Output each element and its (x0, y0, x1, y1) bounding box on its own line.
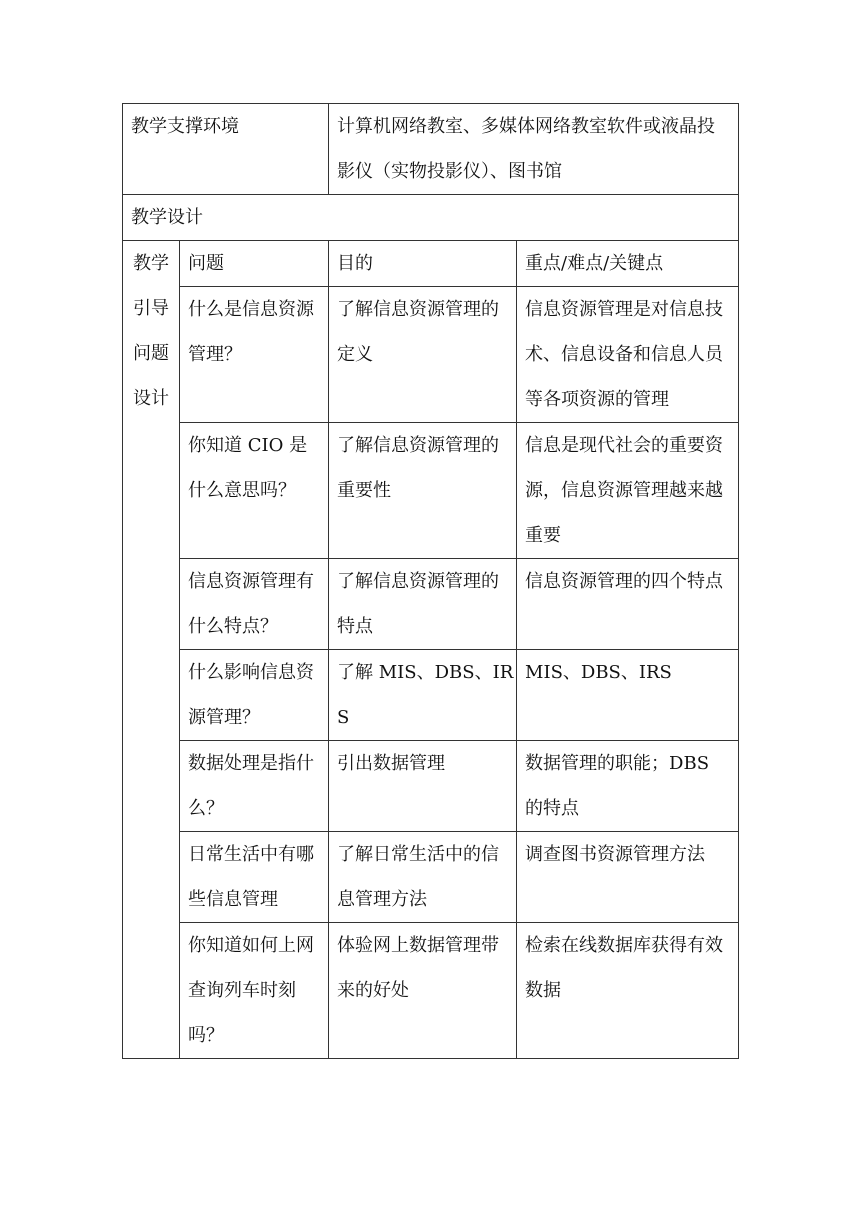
question-cell: 日常生活中有哪些信息管理 (180, 832, 329, 923)
keypoint-cell: 信息资源管理是对信息技术、信息设备和信息人员等各项资源的管理 (517, 287, 739, 423)
design-label: 教学设计 (123, 195, 739, 241)
guide-label-line: 设计 (133, 388, 169, 409)
question-cell: 什么是信息资源管理？ (180, 287, 329, 423)
question-cell: 你知道 CIO 是什么意思吗？ (180, 423, 329, 559)
keypoint-cell: 检索在线数据库获得有效数据 (517, 923, 739, 1059)
header-question: 问题 (180, 241, 329, 287)
design-row (123, 195, 739, 241)
keypoint-cell: 信息是现代社会的重要资源，信息资源管理越来越重要 (517, 423, 739, 559)
purpose-cell: 了解信息资源管理的重要性 (329, 423, 517, 559)
purpose-cell: 引出数据管理 (329, 741, 517, 832)
purpose-cell: 了解信息资源管理的特点 (329, 559, 517, 650)
table-row (123, 287, 739, 423)
question-cell: 什么影响信息资源管理？ (180, 650, 329, 741)
table-row (123, 559, 739, 650)
guide-label-line: 教学 (133, 253, 169, 274)
table-row (123, 423, 739, 559)
purpose-cell: 体验网上数据管理带来的好处 (329, 923, 517, 1059)
table-row (123, 923, 739, 1059)
env-row (123, 104, 739, 195)
keypoint-cell: 调查图书资源管理方法 (517, 832, 739, 923)
question-cell: 你知道如何上网查询列车时刻吗？ (180, 923, 329, 1059)
guide-label-line: 引导 (133, 298, 169, 319)
purpose-cell: 了解信息资源管理的定义 (329, 287, 517, 423)
table-row (123, 832, 739, 923)
env-label: 教学支撑环境 (123, 104, 329, 195)
guide-header-row (123, 241, 739, 287)
purpose-cell: 了解 MIS、DBS、IRS (329, 650, 517, 741)
table-row (123, 741, 739, 832)
question-cell: 信息资源管理有什么特点？ (180, 559, 329, 650)
header-keypoint: 重点/难点/关键点 (517, 241, 739, 287)
env-value: 计算机网络教室、多媒体网络教室软件或液晶投影仪（实物投影仪）、图书馆 (329, 104, 739, 195)
keypoint-cell: 信息资源管理的四个特点 (517, 559, 739, 650)
teaching-design-table (122, 103, 739, 1059)
keypoint-cell: 数据管理的职能；DBS 的特点 (517, 741, 739, 832)
header-purpose: 目的 (329, 241, 517, 287)
guide-label-line: 问题 (133, 343, 169, 364)
purpose-cell: 了解日常生活中的信息管理方法 (329, 832, 517, 923)
table-row (123, 650, 739, 741)
question-cell: 数据处理是指什么？ (180, 741, 329, 832)
guide-label (123, 241, 180, 1059)
keypoint-cell: MIS、DBS、IRS (517, 650, 739, 741)
